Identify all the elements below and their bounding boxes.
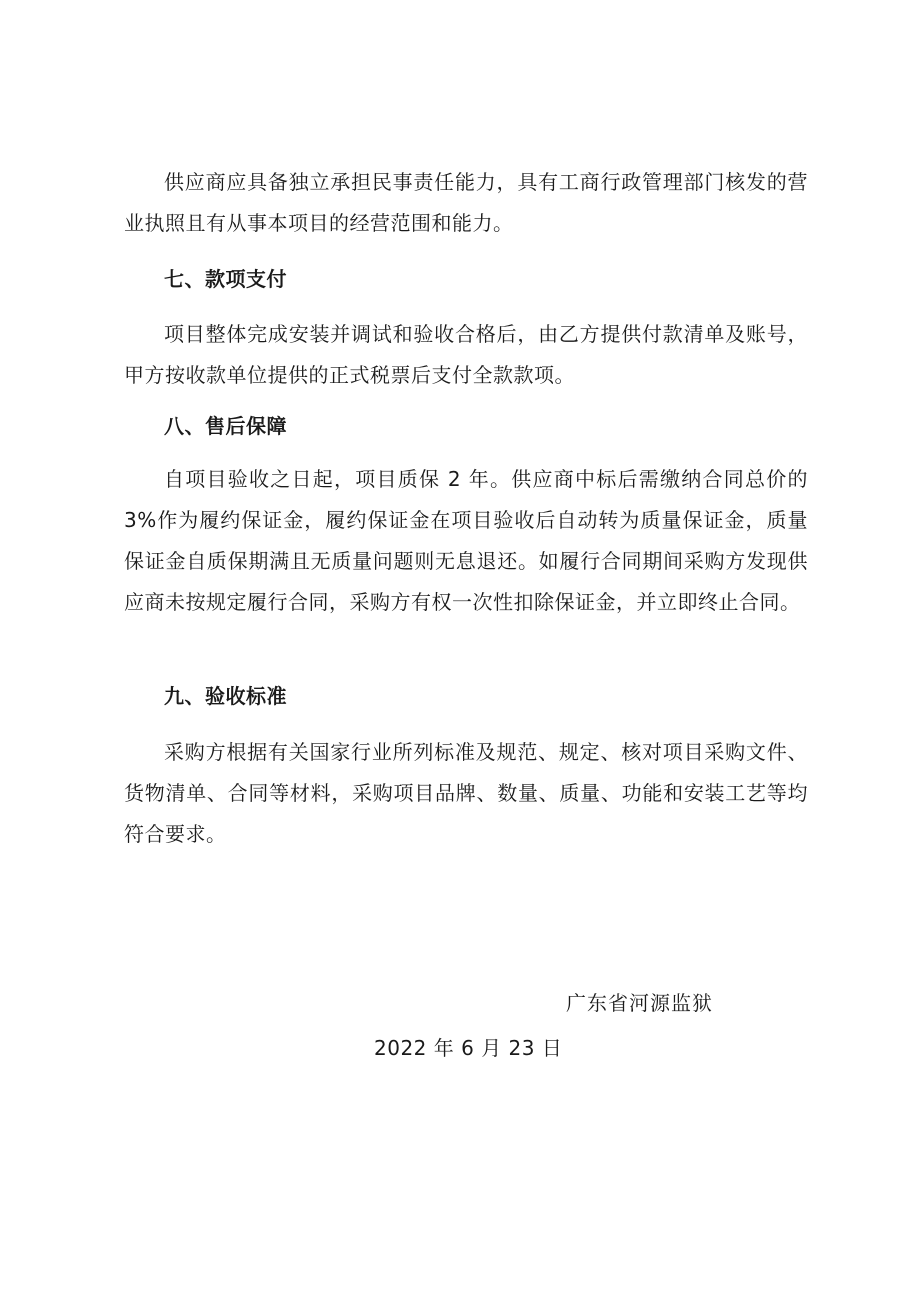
section-7-header: [124, 259, 808, 300]
section-8-heading: 八、售后保障: [164, 414, 287, 438]
section-8-content: [124, 459, 808, 623]
section-7-paragraph: 项目整体完成安装并调试和验收合格后，由乙方提供付款清单及账号，甲方按收款单位提供的正式税票后支付全款款项。: [124, 322, 808, 387]
section-9-header: [124, 676, 808, 717]
qualification-paragraph: 供应商应具备独立承担民事责任能力，具有工商行政管理部门核发的营业执照且有从事本项目的经营范围和能力。: [124, 170, 808, 235]
signature-date: 2022 年 6 月 23 日: [374, 1036, 563, 1060]
section-9-paragraph: 采购方根据有关国家行业所列标准及规范、规定、核对项目采购文件、货物清单、合同等材料，采购项目品牌、数量、质量、功能和安装工艺等均符合要求。: [124, 740, 808, 846]
section-8-paragraph: 自项目验收之日起，项目质保 2 年。供应商中标后需缴纳合同总价的 3%作为履约保证金，履约保证金在项目验收后自动转为质量保证金，质量保证金自质保期满且无质量问题则无息退还。如履行合同期间采购方发现供应商未按规定履行合同，采购方有权一次性扣除保证金，并立即终止合同。: [124, 467, 808, 614]
section-9-content: [124, 732, 808, 855]
section-7-content: [124, 314, 808, 396]
section-9-heading: 九、验收标准: [164, 684, 287, 708]
signature-organization: 广东省河源监狱: [566, 991, 713, 1015]
section-8-header: [124, 406, 808, 447]
section-7-heading: 七、款项支付: [164, 267, 287, 291]
qualification-section: [124, 162, 808, 244]
